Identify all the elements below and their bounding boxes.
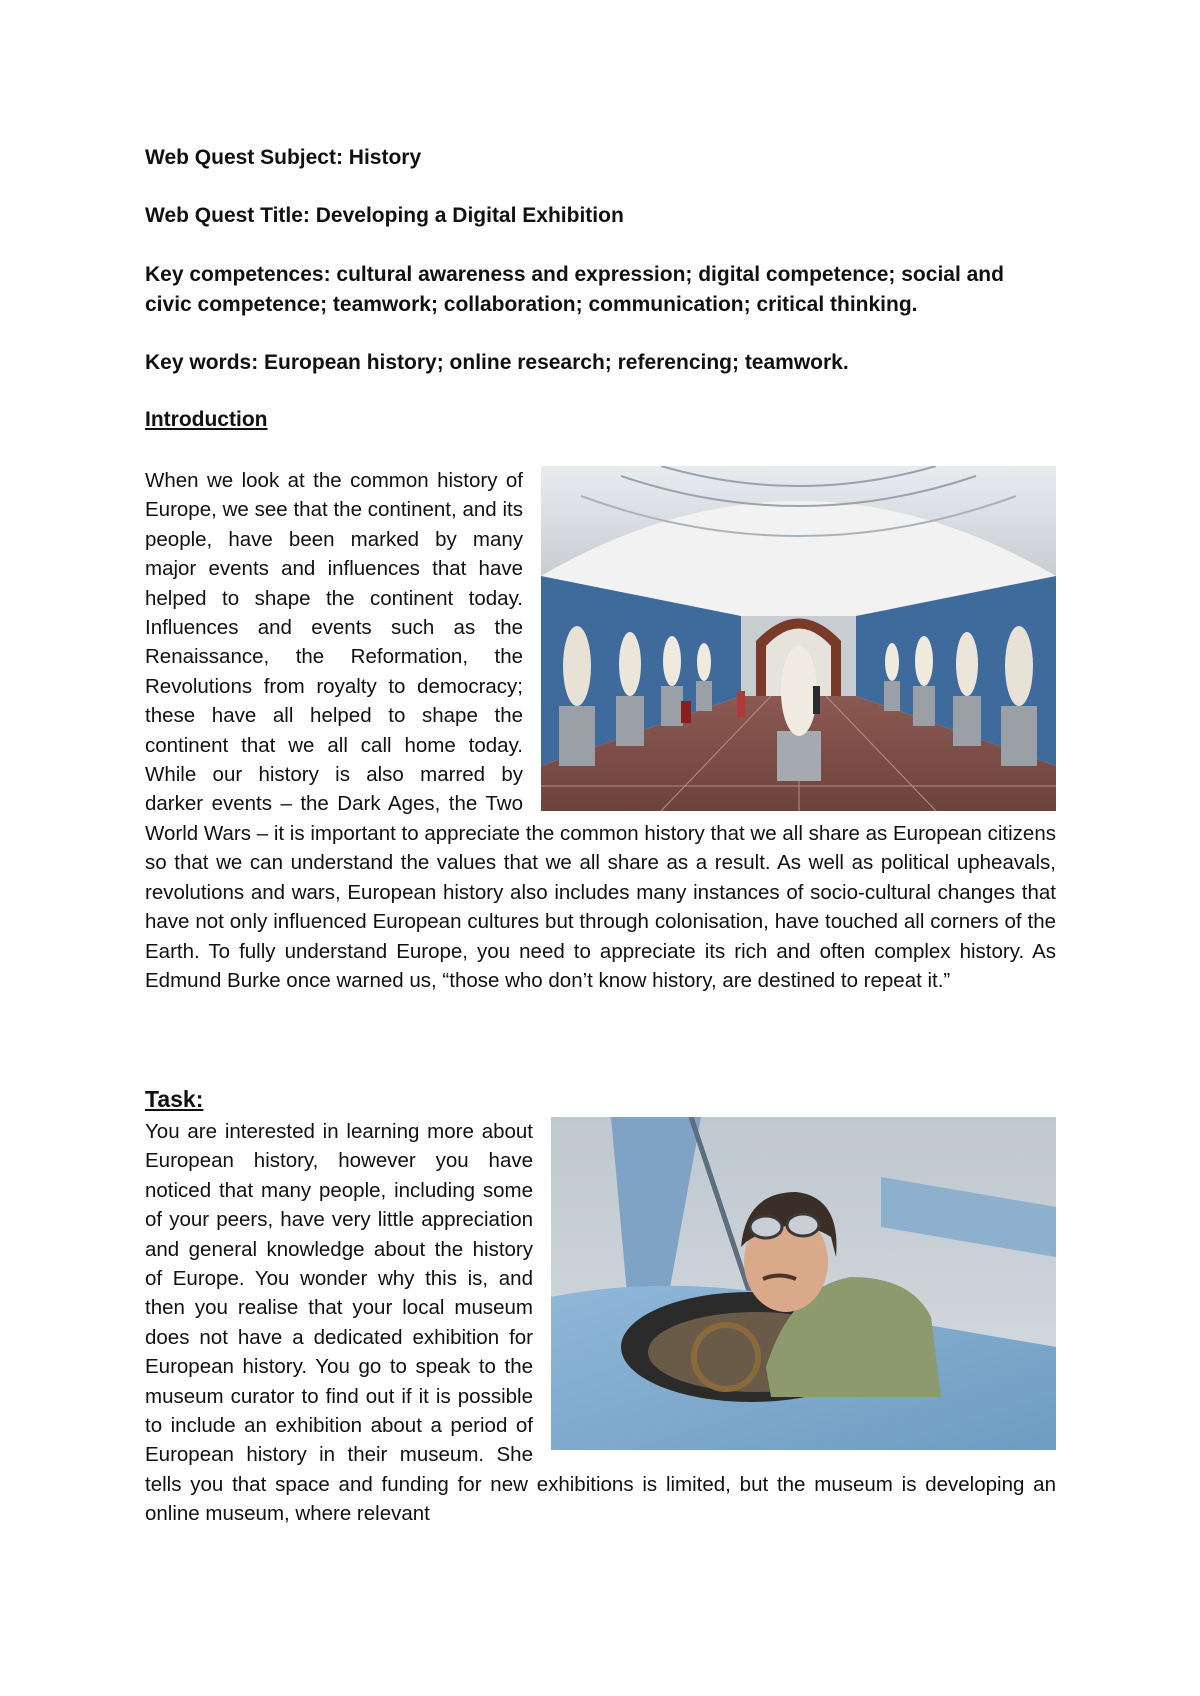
title-line: Web Quest Title: Developing a Digital Exhibition bbox=[145, 204, 624, 227]
task-heading: Task: bbox=[145, 1086, 204, 1112]
introduction-heading: Introduction bbox=[145, 408, 268, 431]
competences-line: Key competences: cultural awareness and expression; digital competence; social and civic competence; teamwork; collaboration; communication; critical thinking. bbox=[145, 263, 1004, 316]
introduction-body: When we look at the common history of Europe, we see that the continent, and its people, have been marked by many major events and influences that have helped to shape the continent today. Influences and events such as the Renaissance, the Reformation, the Revolutions from royalty to democracy; these have all helped to shape the continent that we all call home today. While our history is also marred by darker events – the Dark Ages, the Two World Wars – it is important to appreciate the common history that we all share as European citizens so that we can understand the values that we all share as a result. As well as political upheavals, revolutions and wars, European history also includes many instances of socio-cultural changes that have not only influenced European cultures but through colonisation, have touched all corners of the Earth. To fully understand Europe, you need to appreciate its rich and often complex history. As Edmund Burke once warned us, “those who don’t know history, are destined to repeat it.” bbox=[145, 469, 1056, 992]
aviator-photo-image bbox=[551, 1117, 1056, 1450]
task-section bbox=[145, 1117, 1056, 1529]
keywords-line: Key words: European history; online research; referencing; teamwork. bbox=[145, 351, 849, 374]
task-body: You are interested in learning more about European history, however you have noticed that many people, including some of your peers, have very little appreciation and general knowledge about the history of Europe. You wonder why this is, and then you realise that your local museum does not have a dedicated exhibition for European history. You go to speak to the museum curator to find out if it is possible to include an exhibition about a period of European history in their museum. She tells you that space and funding for new exhibitions is limited, but the museum is developing an online museum, where relevant bbox=[145, 1120, 1056, 1526]
subject-line: Web Quest Subject: History bbox=[145, 146, 422, 169]
museum-gallery-image bbox=[541, 466, 1056, 811]
introduction-section bbox=[145, 466, 1056, 995]
